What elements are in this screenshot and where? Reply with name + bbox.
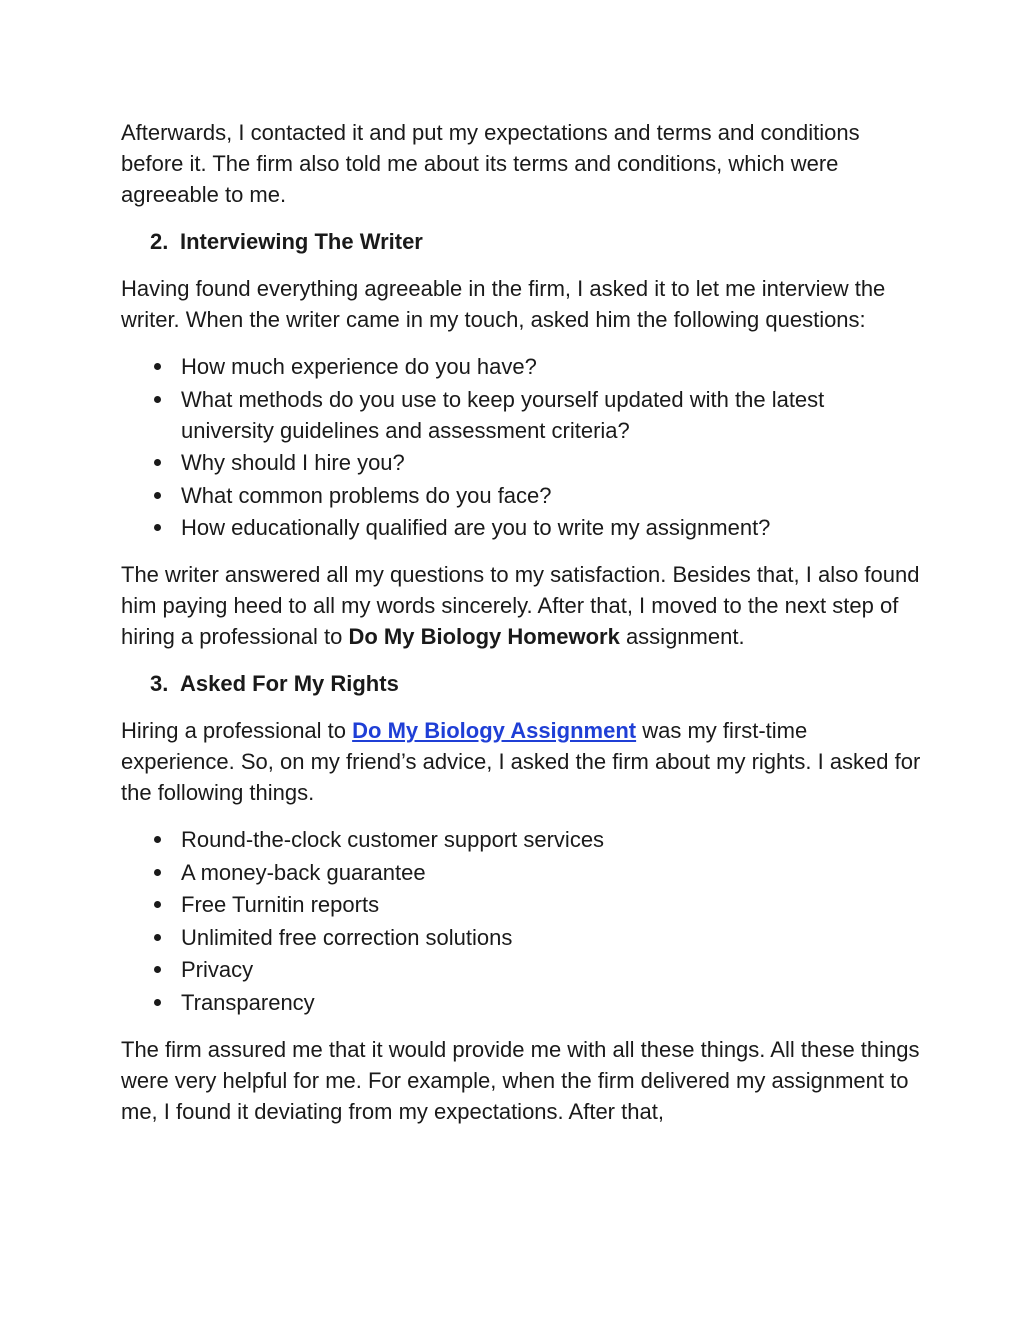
list-item: Round-the-clock customer support services (121, 824, 921, 855)
bullet-icon (121, 987, 181, 1018)
questions-list (121, 351, 921, 543)
list-item: A money-back guarantee (121, 857, 921, 888)
bullet-icon (121, 447, 181, 478)
list-item: Transparency (121, 987, 921, 1018)
list-item: Privacy (121, 954, 921, 985)
list-item: Why should I hire you? (121, 447, 921, 478)
bullet-icon (121, 512, 181, 543)
paragraph-assurance: The firm assured me that it would provide me with all these things. All these things were very helpful for me. For example, when the firm delivered my assignment to me, I found it deviating from my expectations. After that, (121, 1036, 920, 1124)
bullet-icon (121, 480, 181, 511)
document-page (121, 117, 921, 1143)
list-item: How educationally qualified are you to write my assignment? (121, 512, 921, 543)
heading-interviewing-writer (121, 226, 921, 257)
biology-assignment-link[interactable]: Do My Biology Assignment (352, 718, 637, 743)
bullet-icon (121, 824, 181, 855)
paragraph-interview: Having found everything agreeable in the firm, I asked it to let me interview the writer. When the writer came in my touch, asked him the following questions: (121, 276, 886, 332)
heading-number: 2. (150, 229, 169, 254)
list-item: What common problems do you face? (121, 480, 921, 511)
heading-title: Interviewing The Writer (180, 229, 423, 254)
list-item: How much experience do you have? (121, 351, 921, 382)
list-item: Free Turnitin reports (121, 889, 921, 920)
rights-list (121, 824, 921, 1018)
list-item: Unlimited free correction solutions (121, 922, 921, 953)
paragraph-answers: The writer answered all my questions to my satisfaction. Besides that, I also found him paying heed to all my words sincerely. After that, I moved to the next step of hiring a professional to Do My Biology Homework assignment. (121, 562, 920, 649)
bullet-icon (121, 351, 181, 382)
paragraph-intro: Afterwards, I contacted it and put my expectations and terms and conditions before it. The firm also told me about its terms and conditions, which were agreeable to me. (121, 120, 860, 207)
heading-number: 3. (150, 671, 169, 696)
bullet-icon (121, 384, 181, 446)
list-item: What methods do you use to keep yourself updated with the latest university guidelines and assessment criteria? (121, 384, 921, 446)
bold-keyword: Do My Biology Homework (348, 624, 620, 649)
bullet-icon (121, 889, 181, 920)
paragraph-rights: Hiring a professional to Do My Biology Assignment was my first-time experience. So, on my friend’s advice, I asked the firm about my rights. I asked for the following things. (121, 718, 921, 805)
bullet-icon (121, 857, 181, 888)
bullet-icon (121, 954, 181, 985)
heading-title: Asked For My Rights (180, 671, 399, 696)
heading-asked-rights (121, 668, 921, 699)
bullet-icon (121, 922, 181, 953)
